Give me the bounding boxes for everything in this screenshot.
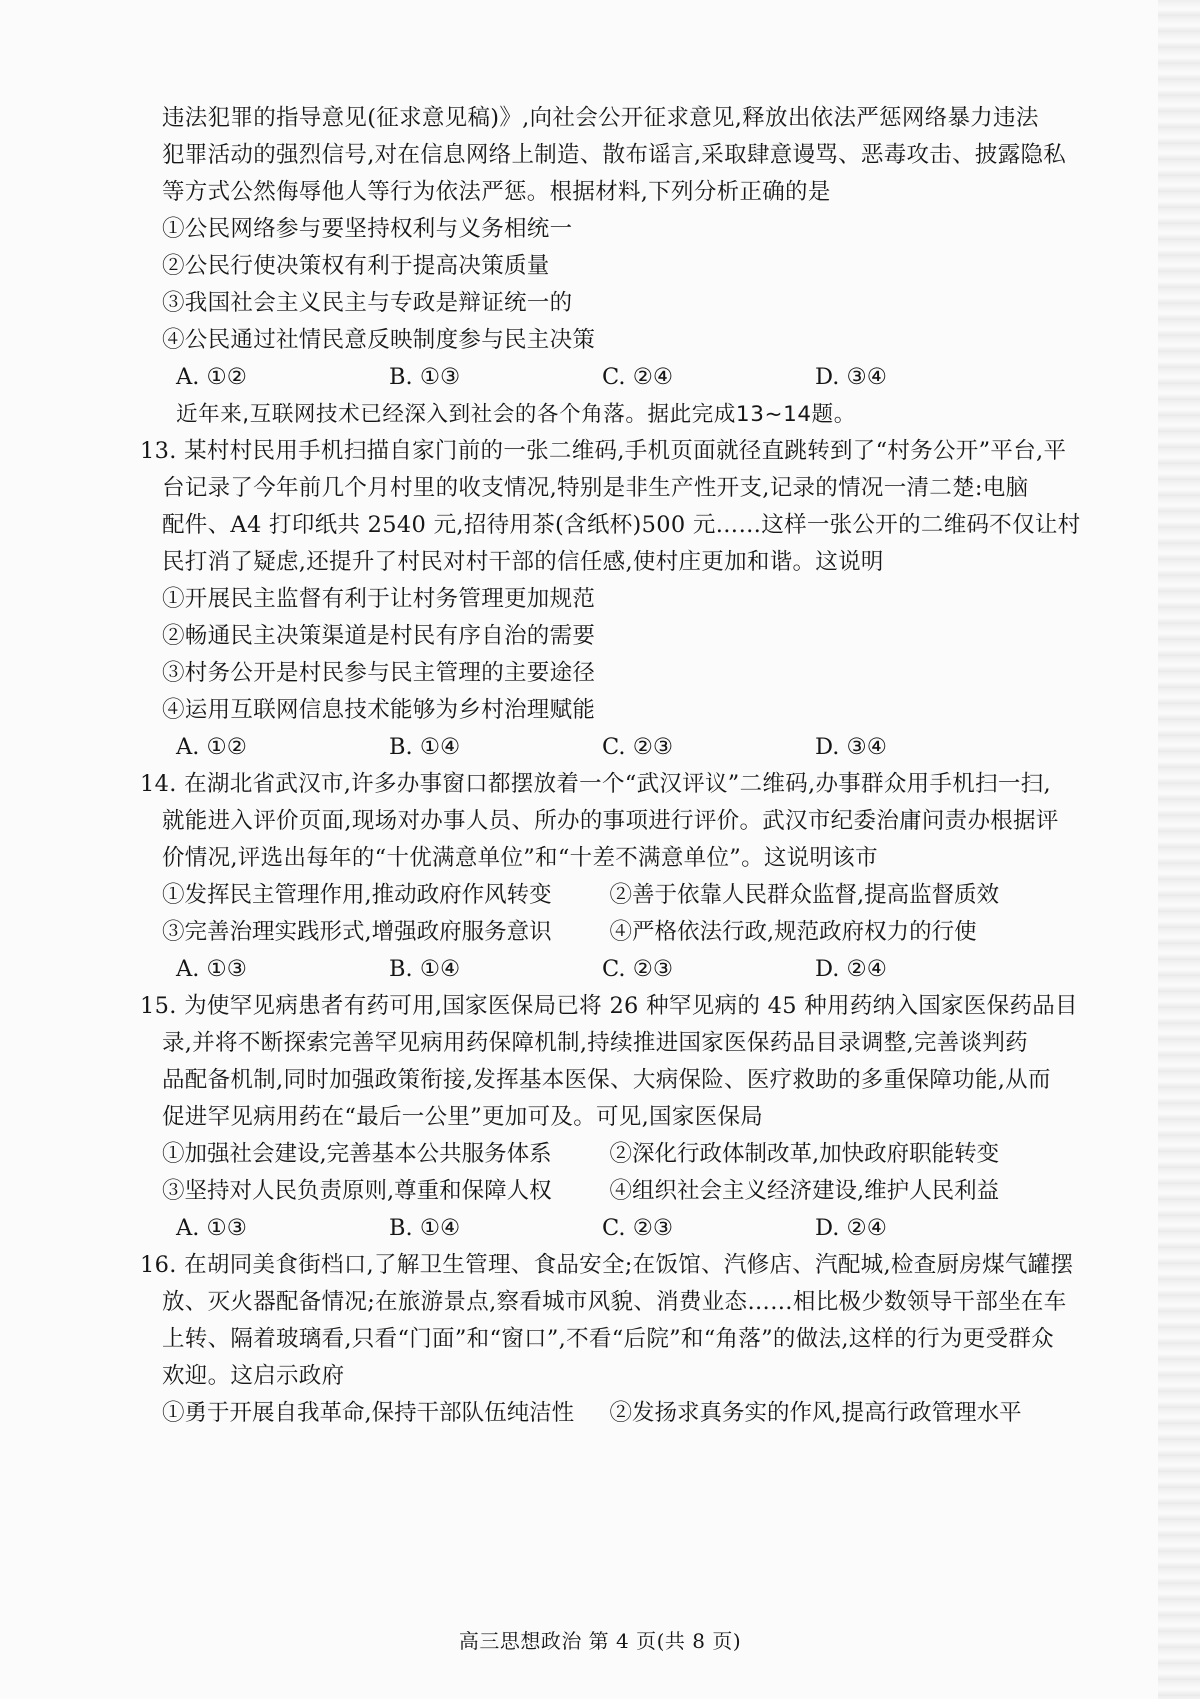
answer-options [176, 1210, 1057, 1247]
option-d: D. ②④ [815, 1215, 887, 1241]
statement-item: ③村务公开是村民参与民主管理的主要途径 [162, 660, 596, 686]
statement-row [162, 914, 1057, 951]
answer-options [176, 359, 1057, 396]
question-text-line: 13. 某村村民用手机扫描自家门前的一张二维码,手机页面就径直跳转到了“村务公开”平台,平 [140, 438, 1067, 464]
question-text-line: 台记录了今年前几个月村里的收支情况,特别是非生产性开支,记录的情况一清二楚:电脑 [162, 475, 1029, 501]
statement-item: ①勇于开展自我革命,保持干部队伍纯洁性 [162, 1400, 575, 1426]
statement-item: ③坚持对人民负责原则,尊重和保障人权 [162, 1178, 552, 1204]
question-13 [140, 433, 1081, 766]
question-12-continuation [162, 100, 1067, 396]
question-text-line: 录,并将不断探索完善罕见病用药保障机制,持续推进国家医保药品目录调整,完善谈判药 [162, 1030, 1028, 1056]
option-c: C. ②④ [602, 364, 674, 390]
question-text-line: 犯罪活动的强烈信号,对在信息网络上制造、散布谣言,采取肆意谩骂、恶毒攻击、披露隐私 [162, 142, 1067, 168]
option-b: B. ①③ [389, 364, 461, 390]
question-text-line: 等方式公然侮辱他人等行为依法严惩。根据材料,下列分析正确的是 [162, 179, 831, 205]
statement-item: ④运用互联网信息技术能够为乡村治理赋能 [162, 697, 596, 723]
question-text-line: 价情况,评选出每年的“十优满意单位”和“十差不满意单位”。这说明该市 [162, 845, 878, 871]
statement-item: ①开展民主监督有利于让村务管理更加规范 [162, 586, 596, 612]
page-content [140, 100, 1081, 1432]
statement-item: ④严格依法行政,规范政府权力的行使 [609, 919, 977, 945]
statement-row [162, 1395, 1057, 1432]
option-c: C. ②③ [602, 956, 674, 982]
statement-row [162, 1173, 1057, 1210]
group-intro: 近年来,互联网技术已经深入到社会的各个角落。据此完成13~14题。 [176, 402, 856, 427]
option-b: B. ①④ [389, 956, 461, 982]
statement-item: ②公民行使决策权有利于提高决策质量 [162, 253, 550, 279]
option-d: D. ②④ [815, 956, 887, 982]
statement-item: ②善于依靠人民群众监督,提高监督质效 [609, 882, 1000, 908]
statement-item: ②深化行政体制改革,加快政府职能转变 [609, 1141, 1000, 1167]
statement-item: ①加强社会建设,完善基本公共服务体系 [162, 1141, 552, 1167]
statement-row [162, 1136, 1057, 1173]
option-a: A. ①② [176, 364, 247, 390]
option-d: D. ③④ [815, 364, 887, 390]
statement-item: ④公民通过社情民意反映制度参与民主决策 [162, 327, 596, 353]
question-16 [140, 1247, 1074, 1432]
question-text-line: 上转、隔着玻璃看,只看“门面”和“窗口”,不看“后院”和“角落”的做法,这样的行为更受群众 [162, 1326, 1054, 1352]
question-text-line: 品配备机制,同时加强政策衔接,发挥基本医保、大病保险、医疗救助的多重保障功能,从而 [162, 1067, 1051, 1093]
option-d: D. ③④ [815, 734, 887, 760]
answer-options [176, 951, 1057, 988]
statement-item: ②发扬求真务实的作风,提高行政管理水平 [609, 1400, 1022, 1426]
question-text-line: 15. 为使罕见病患者有药可用,国家医保局已将 26 种罕见病的 45 种用药纳入国家医保药品目 [140, 993, 1078, 1019]
question-text-line: 16. 在胡同美食街档口,了解卫生管理、食品安全;在饭馆、汽修店、汽配城,检查厨房煤气罐摆 [140, 1252, 1074, 1278]
statement-item: ①公民网络参与要坚持权利与义务相统一 [162, 216, 573, 242]
question-text-line: 促进罕见病用药在“最后一公里”更加可及。可见,国家医保局 [162, 1104, 764, 1130]
answer-options [176, 729, 1057, 766]
option-c: C. ②③ [602, 1215, 674, 1241]
question-14 [140, 766, 1059, 988]
question-text-line: 放、灭火器配备情况;在旅游景点,察看城市风貌、消费业态……相比极少数领导干部坐在车 [162, 1289, 1067, 1315]
question-15 [140, 988, 1078, 1247]
question-text-line: 违法犯罪的指导意见(征求意见稿)》,向社会公开征求意见,释放出依法严惩网络暴力违法 [162, 105, 1039, 131]
question-text-line: 就能进入评价页面,现场对办事人员、所办的事项进行评价。武汉市纪委治庸问责办根据评 [162, 808, 1059, 834]
option-b: B. ①④ [389, 734, 461, 760]
question-text-line: 配件、A4 打印纸共 2540 元,招待用茶(含纸杯)500 元……这样一张公开的二维码不仅让村 [162, 512, 1081, 538]
statement-item: ①发挥民主管理作用,推动政府作风转变 [162, 882, 552, 908]
option-a: A. ①② [176, 734, 247, 760]
page-footer: 高三思想政治 第 4 页(共 8 页) [458, 1629, 742, 1653]
statement-item: ④组织社会主义经济建设,维护人民利益 [609, 1178, 1000, 1204]
question-text-line: 14. 在湖北省武汉市,许多办事窗口都摆放着一个“武汉评议”二维码,办事群众用手机扫一扫, [140, 771, 1051, 797]
scan-edge-shadow [1158, 0, 1200, 1699]
option-b: B. ①④ [389, 1215, 461, 1241]
option-a: A. ①③ [176, 1215, 247, 1241]
question-text-line: 民打消了疑虑,还提升了村民对村干部的信任感,使村庄更加和谐。这说明 [162, 549, 884, 575]
statement-row [162, 877, 1057, 914]
statement-item: ②畅通民主决策渠道是村民有序自治的需要 [162, 623, 596, 649]
question-text-line: 欢迎。这启示政府 [162, 1363, 345, 1389]
statement-item: ③我国社会主义民主与专政是辩证统一的 [162, 290, 573, 316]
option-a: A. ①③ [176, 956, 247, 982]
statement-item: ③完善治理实践形式,增强政府服务意识 [162, 919, 552, 945]
option-c: C. ②③ [602, 734, 674, 760]
